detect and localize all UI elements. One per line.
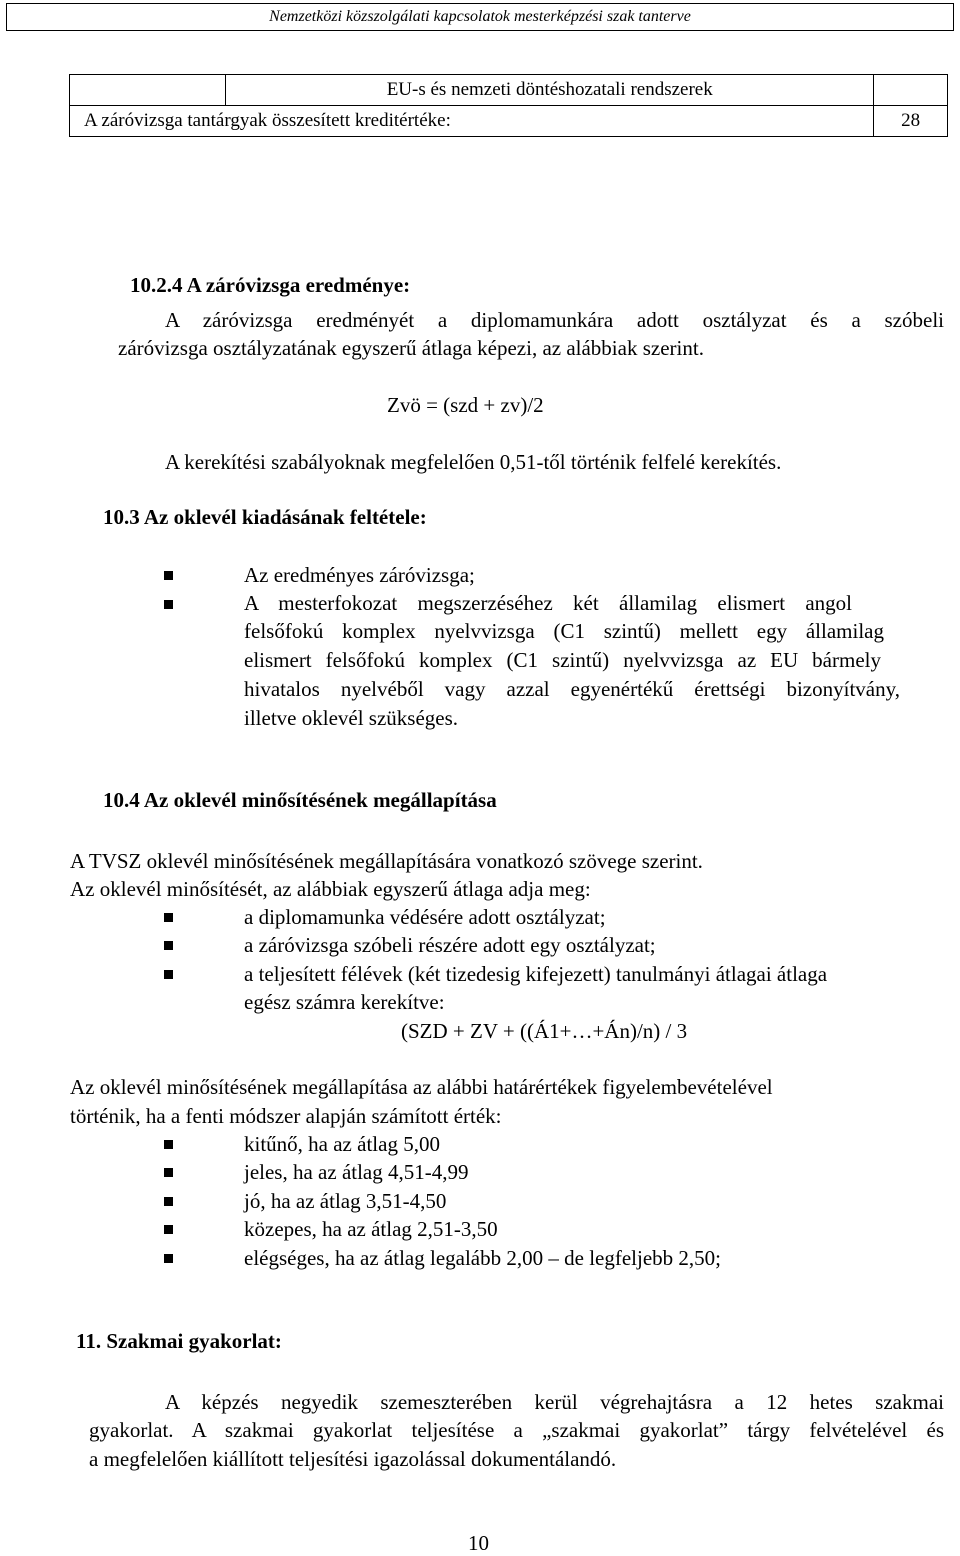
section-heading-10-4: 10.4 Az oklevél minősítésének megállapítása [103,788,497,812]
paragraph-line: Az oklevél minősítésének megállapítása az alábbi határértékek figyelembevételével [70,1075,773,1099]
list-item-line: egész számra kerekítve: [244,990,445,1014]
list-item-line: elismert felsőfokú komplex (C1 szintű) nyelvvizsga az EU bármely [244,648,881,672]
bullet-square-icon [164,941,173,950]
credit-total-value: 28 [874,106,948,137]
table-cell-subject: EU-s és nemzeti döntéshozatali rendszerek [226,75,874,106]
bullet-square-icon [164,913,173,922]
formula-zvo: Zvö = (szd + zv)/2 [387,393,544,417]
paragraph-line: A TVSZ oklevél minősítésének megállapítására vonatkozó szövege szerint. [70,849,703,873]
bullet-square-icon [164,571,173,580]
list-item: a diplomamunka védésére adott osztályzat; [244,905,606,929]
table-cell-empty [874,75,948,106]
table-cell-empty [70,75,226,106]
table-row [70,106,948,137]
running-header [6,3,954,31]
grade-item: közepes, ha az átlag 2,51-3,50 [244,1217,498,1241]
grade-item: elégséges, ha az átlag legalább 2,00 – de legfeljebb 2,50; [244,1246,721,1270]
rounding-rule: A kerekítési szabályoknak megfelelően 0,51-től történik felfelé kerekítés. [165,450,782,474]
list-item: Az eredményes záróvizsga; [244,563,475,587]
section-heading-10-3: 10.3 Az oklevél kiadásának feltétele: [103,505,427,529]
bullet-square-icon [164,1254,173,1263]
header-title: Nemzetközi közszolgálati kapcsolatok mesterképzési szak tanterve [269,8,691,25]
section-heading-10-2-4: 10.2.4 A záróvizsga eredménye: [130,273,411,297]
page-number: 10 [468,1531,489,1555]
bullet-square-icon [164,1197,173,1206]
bullet-square-icon [164,1168,173,1177]
credit-total-label: A záróvizsga tantárgyak összesített kreditértéke: [70,106,874,137]
bullet-square-icon [164,1225,173,1234]
paragraph-line: záróvizsga osztályzatának egyszerű átlaga képezi, az alábbiak szerint. [118,336,704,360]
paragraph-line: gyakorlat. A szakmai gyakorlat teljesítése a „szakmai gyakorlat” tárgy felvételével és [89,1418,944,1442]
grade-item: kitűnő, ha az átlag 5,00 [244,1132,440,1156]
bullet-square-icon [164,970,173,979]
table-row [70,75,948,106]
paragraph-line: történik, ha a fenti módszer alapján számított érték: [70,1104,502,1128]
paragraph-line: A képzés negyedik szemeszterében kerül végrehajtásra a 12 hetes szakmai [165,1390,944,1414]
list-item-line: hivatalos nyelvéből vagy azzal egyenértékű érettségi bizonyítvány, [244,677,900,701]
formula-final-grade: (SZD + ZV + ((Á1+…+Án)/n) / 3 [401,1019,688,1043]
section-heading-11: 11. Szakmai gyakorlat: [76,1329,282,1353]
list-item-line: felsőfokú komplex nyelvvizsga (C1 szintű) mellett egy államilag [244,619,884,643]
list-item: a teljesített félévek (két tizedesig kifejezett) tanulmányi átlagai átlaga [244,962,828,986]
paragraph-line: A záróvizsga eredményét a diplomamunkára adott osztályzat és a szóbeli [165,308,944,332]
paragraph-line: Az oklevél minősítését, az alábbiak egyszerű átlaga adja meg: [70,877,591,901]
grade-item: jó, ha az átlag 3,51-4,50 [244,1189,447,1213]
bullet-square-icon [164,1140,173,1149]
bullet-square-icon [164,600,173,609]
exam-subjects-table [69,74,948,137]
list-item-line: illetve oklevél szükséges. [244,706,459,730]
list-item: a záróvizsga szóbeli részére adott egy osztályzat; [244,933,656,957]
list-item-line: A mesterfokozat megszerzéséhez két államilag elismert angol [244,591,852,615]
grade-item: jeles, ha az átlag 4,51-4,99 [244,1160,469,1184]
paragraph-line: a megfelelően kiállított teljesítési igazolással dokumentálandó. [89,1447,617,1471]
